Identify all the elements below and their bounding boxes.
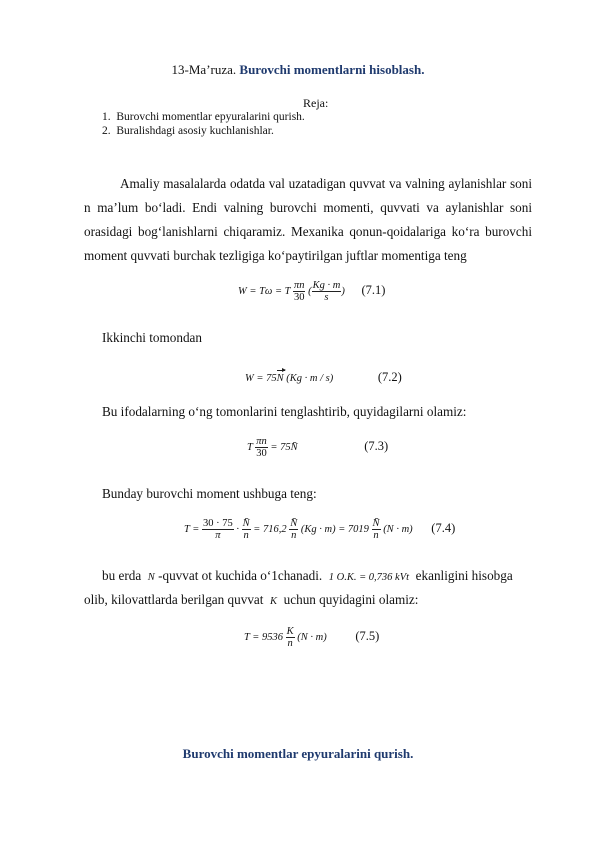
fraction: $\frac{N̄}{n}$ bbox=[372, 518, 380, 541]
equation-label: (7.5) bbox=[355, 628, 380, 643]
equation-7-3: T $\frac{\pi n}{30}$ = 75N̄ (7.3) bbox=[247, 436, 389, 459]
plan-item: 1. Burovchi momentlar epyuralarini qurish. bbox=[102, 111, 305, 123]
lecture-topic: Burovchi momentlarni hisoblash. bbox=[239, 62, 425, 77]
equation-label: (7.3) bbox=[364, 438, 389, 453]
equation-7-4: T = $\frac{30 \cdot 75}{\pi}$ · $\frac{N̄}{n}$ = 716,2 $\frac{N̄}{n}$ (Kg · m) = 7019 $\frac{N̄}{n}$ (N · m) (7.4) bbox=[184, 518, 456, 541]
symbol-n: N bbox=[147, 572, 155, 583]
page-title bbox=[0, 62, 596, 78]
text-line: Bunday burovchi moment ushbuga teng: bbox=[102, 486, 317, 501]
plan-heading: Reja: bbox=[303, 96, 329, 110]
text-line: bu erda N -quvvat ot kuchida o‘1chanadi. 1 O.K. = 0,736 kVt ekanligini hisobga bbox=[102, 568, 513, 583]
equation-label: (7.1) bbox=[361, 282, 386, 297]
intro-paragraph: Amaliy masalalarda odatda val uzatadigan quvvat va valning aylanishlar soni n ma’lum bo‘ladi. Endi valning burovchi momenti, quvvati va aylanishlar soni orasidagi bog‘lanishlarni chiqaramiz. Mexanika qonun-qoidalariga ko‘ra burovchi moment quvvati burchak tezligiga ko‘paytirilgan juftlar momentiga teng bbox=[84, 176, 532, 263]
text-line: Ikkinchi tomondan bbox=[102, 330, 202, 345]
fraction: $\frac{K}{n}$ bbox=[286, 626, 294, 649]
fraction: $\frac{Kg \cdot m}{s}$ bbox=[312, 280, 341, 303]
equation-7-2: W = 75N (Kg · m / s) (7.2) bbox=[245, 370, 402, 384]
fraction: $\frac{30 \cdot 75}{\pi}$ bbox=[203, 518, 233, 541]
equation-7-5: T = 9536 $\frac{K}{n}$ (N · m) (7.5) bbox=[244, 626, 380, 649]
fraction: $\frac{\pi n}{30}$ bbox=[256, 436, 267, 459]
equation-label: (7.2) bbox=[377, 370, 402, 384]
equation-label: (7.4) bbox=[431, 520, 456, 535]
vector-symbol: N bbox=[276, 373, 284, 384]
fraction: $\frac{N̄}{n}$ bbox=[290, 518, 298, 541]
symbol-k: K bbox=[270, 596, 278, 607]
plan-item: 2. Buralishdagi asosiy kuchlanishlar. bbox=[102, 125, 274, 137]
fraction: $\frac{\pi n}{30}$ bbox=[293, 280, 305, 303]
plan-list bbox=[102, 110, 305, 138]
lecture-number: 13-Ma’ruza. bbox=[171, 62, 237, 77]
horsepower-relation: 1 O.K. = 0,736 kVt bbox=[328, 572, 410, 583]
text-line: olib, kilovattlarda berilgan quvvat K uchun quyidagini olamiz: bbox=[84, 592, 419, 607]
equation-7-1: W = Tω = T $\frac{\pi n}{30}$ ( $\frac{Kg \cdot m}{s}$ ) (7.1) bbox=[238, 280, 386, 303]
fraction: $\frac{N̄}{n}$ bbox=[242, 518, 250, 541]
section-heading: Burovchi momentlar epyuralarini qurish. bbox=[182, 746, 414, 761]
text-line: Bu ifodalarning o‘ng tomonlarini tenglashtirib, quyidagilarni olamiz: bbox=[102, 404, 467, 419]
